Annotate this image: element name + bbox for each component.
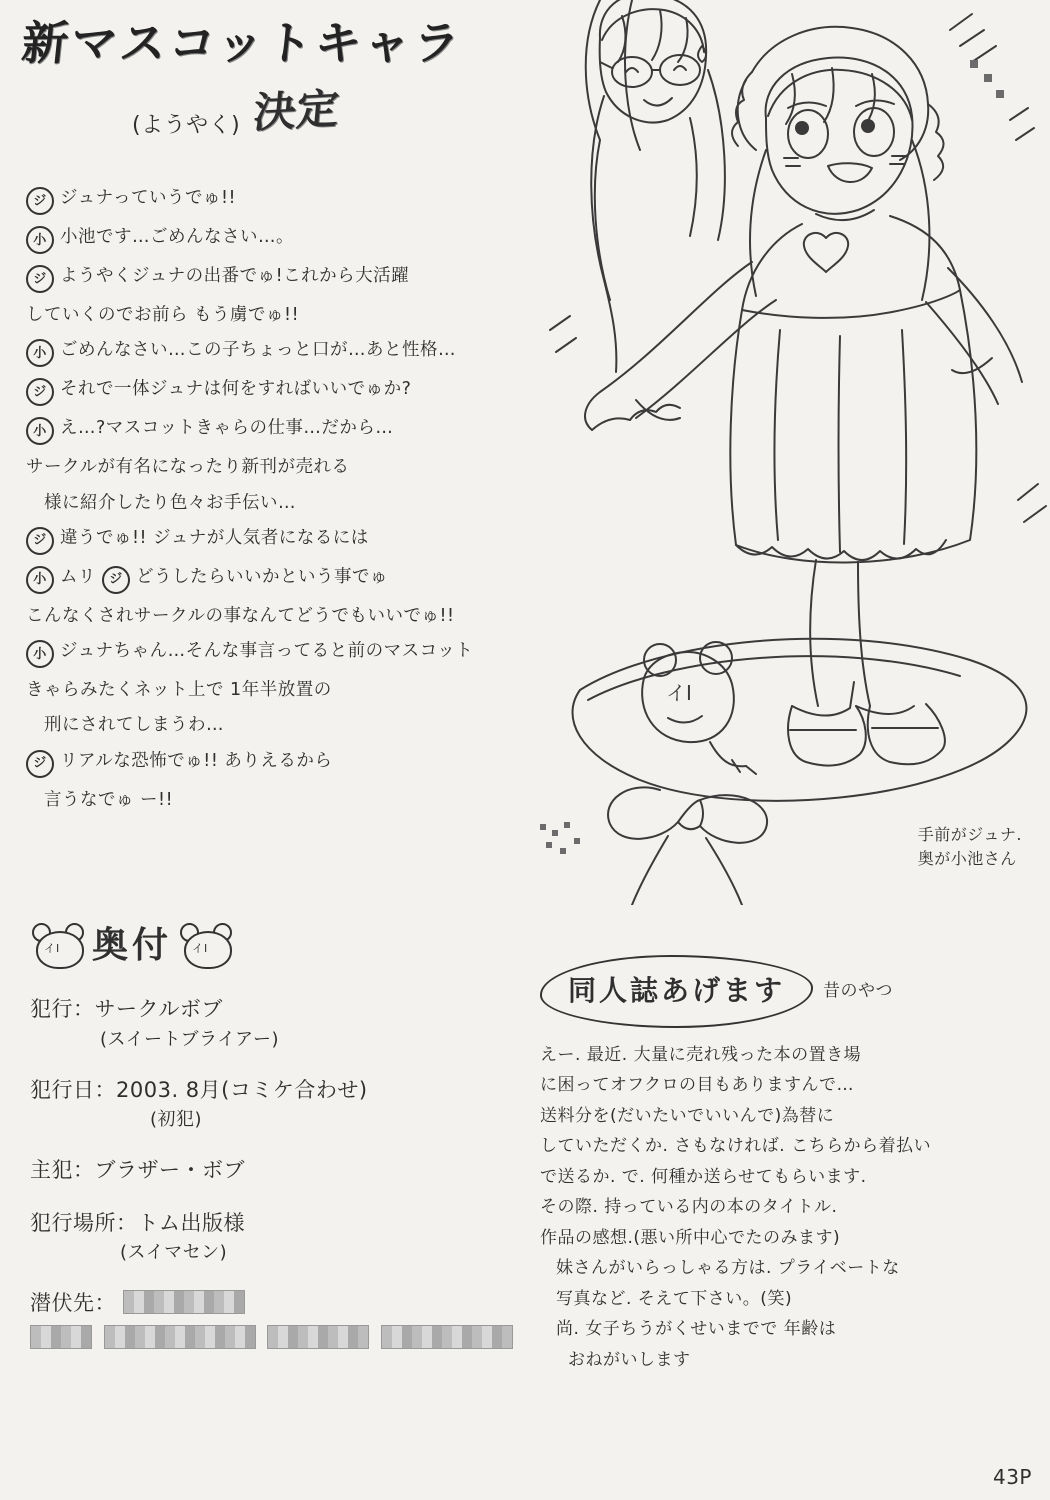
dialog-line	[26, 490, 566, 516]
redacted-row	[30, 1325, 550, 1351]
colophon-value: ：2003. 8月(コミケ合わせ)	[94, 1077, 368, 1102]
offer-line: おねがいします	[568, 1349, 691, 1370]
page-title: 新マスコットキャラ	[19, 16, 465, 70]
dialog-text: きゃらみたくネット上で 1年半放置の	[26, 680, 332, 700]
colophon-header	[30, 920, 550, 972]
title-subtitle: (ようやく)	[132, 112, 241, 138]
mascot-icon	[642, 642, 756, 774]
colophon-subvalue: (スイマセン)	[120, 1242, 228, 1264]
offer-line: その際. 持っている内の本のタイトル.	[540, 1197, 838, 1218]
front-character	[585, 27, 1022, 766]
dialog-text: ようやくジュナの出番でゅ!これから大活躍	[60, 266, 410, 286]
speaker-badge: ジ	[26, 378, 54, 406]
speaker-badge: 小	[26, 226, 54, 254]
dialog-text: 違うでゅ!! ジュナが人気者になるには	[60, 527, 369, 548]
dialog-line	[26, 564, 566, 594]
dialog-block	[26, 185, 566, 822]
dialog-line	[26, 787, 566, 813]
back-character	[586, 0, 725, 372]
dialog-line	[26, 337, 566, 367]
speaker-badge: ジ	[102, 566, 130, 594]
colophon-row	[30, 994, 550, 1053]
colophon-subvalue: (初犯)	[150, 1109, 203, 1131]
offer-line: に困ってオフクロの目もありますんで…	[540, 1075, 854, 1096]
dialog-text: ごめんなさい…この子ちょっと口が…あと性格…	[60, 340, 456, 361]
dialog-line	[26, 748, 566, 778]
dialog-text: 刑にされてしまうわ…	[44, 715, 224, 736]
dialog-line	[26, 376, 566, 406]
colophon-label: 主犯	[30, 1158, 73, 1183]
redacted-block	[104, 1325, 256, 1349]
mascot-icon	[178, 923, 234, 969]
dialog-text: それで一体ジュナは何をすればいいでゅか?	[60, 379, 412, 400]
dialog-line	[26, 603, 566, 629]
dialog-line	[26, 712, 566, 738]
mascot-face: イI	[44, 942, 61, 956]
colophon-label: 犯行	[30, 997, 73, 1022]
dialog-line	[26, 185, 566, 215]
mascot-face: イI	[192, 942, 209, 956]
svg-text:イI: イI	[666, 681, 692, 705]
speaker-badge: 小	[26, 417, 54, 445]
offer-line: 写真など. そえて下さい。(笑)	[556, 1288, 793, 1309]
offer-line: していただくか. さもなければ. こちらから着払い	[540, 1136, 932, 1157]
colophon-title: 奥付	[92, 925, 173, 966]
colophon-value: ：サークルボブ	[73, 997, 223, 1022]
redacted-block	[30, 1325, 92, 1349]
offer-side-note: 昔のやつ	[823, 980, 894, 1001]
dialog-line	[26, 454, 566, 480]
redacted-block	[381, 1325, 513, 1349]
offer-line: 尚. 女子ちうがくせいまでで 年齢は	[556, 1319, 837, 1340]
colophon-label: 潜伏先	[30, 1291, 95, 1316]
offer-line: で送るか. で. 何種か送らせてもらいます.	[540, 1166, 867, 1187]
speaker-badge: ジ	[26, 265, 54, 293]
dialog-line	[26, 415, 566, 445]
title-block	[19, 10, 542, 142]
dialog-text: ジュナっていうでゅ!!	[60, 188, 236, 208]
dialog-line	[26, 525, 566, 555]
offer-line: えー. 最近. 大量に売れ残った本の置き場	[540, 1044, 862, 1065]
speaker-badge: 小	[26, 566, 54, 594]
dialog-text: どうしたらいいかという事でゅ	[136, 566, 388, 587]
title-kettei: 決定	[251, 83, 342, 137]
speaker-badge: ジ	[26, 187, 54, 215]
colophon-value: ：トム出版様	[116, 1210, 245, 1235]
colophon-row	[30, 1208, 550, 1267]
colophon-row	[30, 1075, 550, 1134]
dialog-text: ジュナちゃん…そんな事言ってると前のマスコット	[60, 641, 474, 661]
mascot-icon	[30, 923, 86, 969]
dialog-text: 言うなでゅ ー!!	[44, 789, 174, 810]
redacted-block	[267, 1325, 369, 1349]
colophon-value: ：ブラザー・ボブ	[73, 1158, 245, 1183]
colophon-row	[30, 1155, 550, 1185]
offer-block	[540, 955, 1040, 1377]
colophon-label: 犯行日	[30, 1077, 95, 1102]
dialog-text: サークルが有名になったり新刊が売れる	[26, 457, 350, 478]
dialog-line	[26, 638, 566, 668]
offer-line: 送料分を(だいたいでいいんで)為替に	[540, 1105, 835, 1126]
speaker-badge: 小	[26, 640, 54, 668]
ribbon	[608, 787, 767, 905]
illustration-caption	[918, 823, 1022, 871]
offer-line: 作品の感想.(悪い所中心でたのみます)	[540, 1227, 841, 1248]
board	[573, 639, 1027, 801]
offer-text	[540, 1042, 1040, 1375]
dialog-line	[26, 263, 566, 293]
colophon-value: ：	[94, 1291, 116, 1316]
dialog-text: 様に紹介したり色々お手伝い…	[44, 492, 296, 513]
offer-line: 妹さんがいらっしゃる方は. プライベートな	[556, 1258, 900, 1279]
colophon-row	[30, 1288, 550, 1318]
illustration	[540, 0, 1050, 905]
offer-bubble: 同人誌あげます	[540, 955, 813, 1028]
caption-line-1: 手前がジュナ.	[917, 825, 1022, 844]
dialog-text: していくのでお前ら もう虜でゅ!!	[26, 305, 300, 325]
dialog-line	[26, 677, 566, 703]
caption-line-2: 奥が小池さん	[917, 849, 1017, 868]
effect-lines	[550, 14, 1046, 522]
dialog-line	[26, 302, 566, 328]
redacted-block	[123, 1290, 245, 1314]
colophon-subvalue: (スイートブライアー)	[100, 1028, 280, 1050]
dialog-text: 小池です…ごめんなさい…。	[60, 227, 294, 247]
dialog-text: リアルな恐怖でゅ!! ありえるから	[60, 750, 333, 771]
page-number: 43P	[992, 1465, 1032, 1489]
colophon-block	[30, 920, 550, 1351]
dialog-text: ムリ	[60, 566, 96, 587]
dialog-text: え…?マスコットきゃらの仕事…だから…	[60, 418, 394, 439]
speaker-badge: ジ	[26, 750, 54, 778]
colophon-label: 犯行場所	[30, 1210, 116, 1235]
speaker-badge: ジ	[26, 527, 54, 555]
speaker-badge: 小	[26, 339, 54, 367]
dialog-line	[26, 224, 566, 254]
dialog-text: こんなくされサークルの事なんてどうでもいいでゅ!!	[26, 605, 455, 626]
